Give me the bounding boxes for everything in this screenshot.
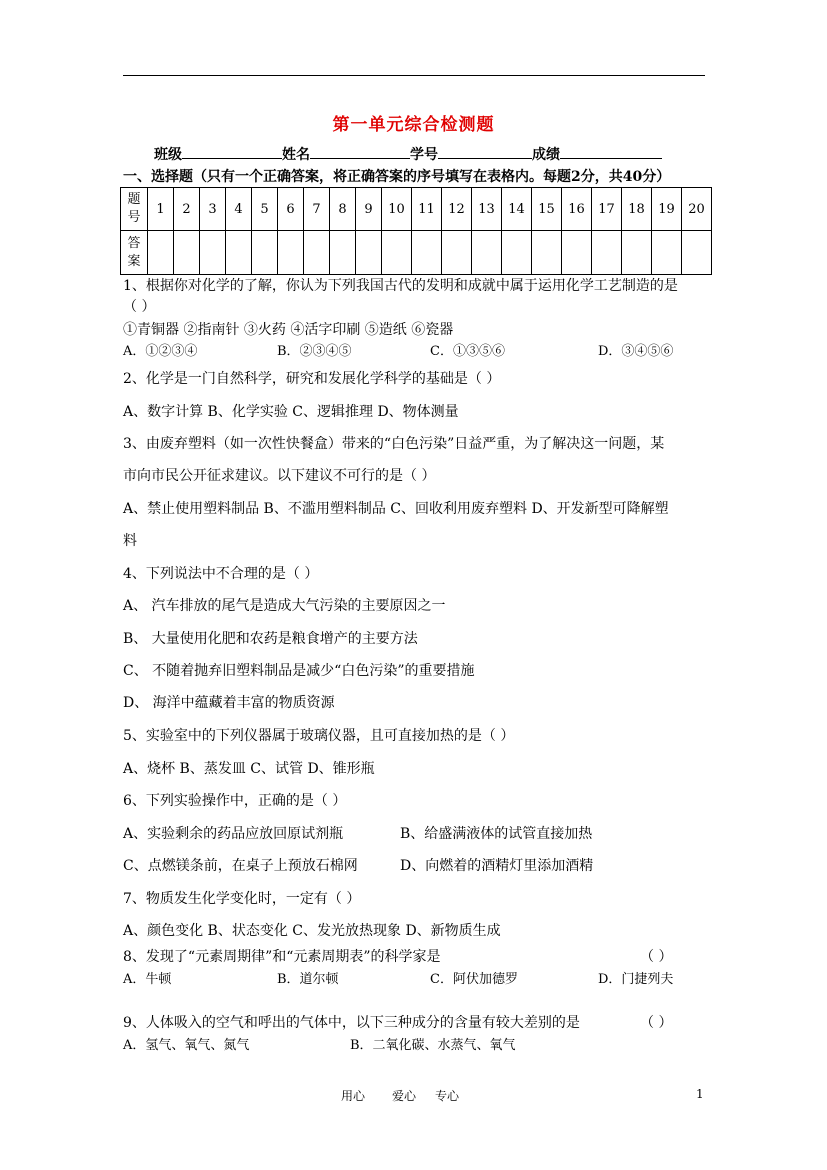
question-3-options-line1: A、禁止使用塑料制品 B、不滥用塑料制品 C、回收利用废弃塑料 D、开发新型可降解塑: [123, 501, 669, 517]
number-cell: 9: [356, 188, 382, 231]
score-label: 成绩: [532, 147, 560, 163]
number-cell: 17: [592, 188, 622, 231]
answer-cell[interactable]: [330, 231, 356, 275]
question-4-option-b: B、 大量使用化肥和农药是粮食增产的主要方法: [123, 631, 418, 647]
question-6-option-a: A、实验剩余的药品应放回原试剂瓶: [123, 826, 344, 842]
question-9-option-a: A．氢气、氧气、氮气: [123, 1038, 250, 1053]
answer-cell[interactable]: [252, 231, 278, 275]
section-heading: 一、选择题（只有一个正确答案，将正确答案的序号填写在表格内。每题2分，共40分）: [123, 169, 671, 185]
question-6-option-b: B、给盛满液体的试管直接加热: [400, 826, 593, 842]
question-2-text: 2、化学是一门自然科学，研究和发展化学科学的基础是（ ）: [123, 371, 501, 387]
question-5-options: A、烧杯 B、蒸发皿 C、试管 D、锥形瓶: [123, 761, 375, 777]
number-cell: 18: [622, 188, 652, 231]
student-info-line: [154, 144, 662, 164]
number-cell: 19: [652, 188, 682, 231]
question-4-option-c: C、 不随着抛弃旧塑料制品是减少“白色污染”的重要措施: [123, 663, 475, 679]
header-rule: [123, 75, 705, 76]
question-8-option-c: C．阿伏加德罗: [430, 972, 518, 987]
answer-cell[interactable]: [174, 231, 200, 275]
question-2-options: A、数字计算 B、化学实验 C、逻辑推理 D、物体测量: [123, 404, 459, 420]
name-blank[interactable]: [310, 144, 410, 159]
answer-cell[interactable]: [682, 231, 712, 275]
answer-cell[interactable]: [356, 231, 382, 275]
question-3-text-line2: 市向市民公开征求建议。以下建议不可行的是（ ）: [123, 468, 436, 484]
number-cell: 15: [532, 188, 562, 231]
id-label: 学号: [410, 147, 438, 163]
number-cell: 1: [148, 188, 174, 231]
number-cell: 5: [252, 188, 278, 231]
answer-cell[interactable]: [382, 231, 412, 275]
number-cell: 4: [226, 188, 252, 231]
question-1-option-b: B．②③④⑤: [277, 344, 352, 359]
number-cell: 10: [382, 188, 412, 231]
answer-cell[interactable]: [652, 231, 682, 275]
question-4-option-a: A、 汽车排放的尾气是造成大气污染的主要原因之一: [123, 598, 446, 614]
document-title: 第一单元综合检测题: [332, 115, 495, 135]
score-blank[interactable]: [560, 144, 662, 159]
answer-cell[interactable]: [226, 231, 252, 275]
number-cell: 11: [412, 188, 442, 231]
answer-cell[interactable]: [532, 231, 562, 275]
answer-cell[interactable]: [502, 231, 532, 275]
number-cell: 20: [682, 188, 712, 231]
question-8-text: 8、发现了“元素周期律”和“元素周期表”的科学家是: [123, 949, 441, 965]
question-8-bracket: （ ）: [640, 949, 673, 965]
number-cell: 8: [330, 188, 356, 231]
question-4-option-d: D、 海洋中蕴藏着丰富的物质资源: [123, 695, 335, 711]
answer-cell[interactable]: [200, 231, 226, 275]
answer-cell[interactable]: [148, 231, 174, 275]
class-blank[interactable]: [182, 144, 282, 159]
answer-cell[interactable]: [562, 231, 592, 275]
question-1-option-c: C．①③⑤⑥: [430, 344, 505, 359]
question-3-text-line1: 3、由废弃塑料（如一次性快餐盒）带来的“白色污染”日益严重，为了解决这一问题，某: [123, 436, 665, 452]
number-cell: 16: [562, 188, 592, 231]
number-cell: 7: [304, 188, 330, 231]
question-1-bracket: （ ）: [123, 299, 156, 315]
answer-cell[interactable]: [304, 231, 330, 275]
answer-row: [121, 231, 712, 275]
answer-table: [120, 187, 712, 275]
question-number-row: [121, 188, 712, 231]
answer-cell[interactable]: [622, 231, 652, 275]
answer-header-cell: 答 案: [121, 231, 148, 275]
page-number: 1: [696, 1087, 704, 1101]
question-9-text: 9、人体吸入的空气和呼出的气体中，以下三种成分的含量有较大差别的是: [123, 1015, 580, 1031]
answer-cell[interactable]: [592, 231, 622, 275]
number-cell: 3: [200, 188, 226, 231]
question-6-option-d: D、向燃着的酒精灯里添加酒精: [400, 858, 594, 874]
number-cell: 12: [442, 188, 472, 231]
question-9-bracket: （ ）: [640, 1015, 673, 1031]
question-9-option-b: B．二氧化碳、水蒸气、氧气: [350, 1038, 516, 1053]
question-6-option-c: C、点燃镁条前，在桌子上预放石棉网: [123, 858, 358, 874]
number-cell: 13: [472, 188, 502, 231]
number-header-cell: 题 号: [121, 188, 148, 231]
question-1-option-a: A．①②③④: [123, 344, 198, 359]
question-8-option-a: A．牛顿: [123, 972, 172, 987]
question-7-options: A、颜色变化 B、状态变化 C、发光放热现象 D、新物质生成: [123, 923, 501, 939]
answer-cell[interactable]: [472, 231, 502, 275]
question-1-option-d: D．③④⑤⑥: [598, 344, 674, 359]
footer-motto-3: 专心: [435, 1089, 460, 1103]
footer-motto-2: 爱心: [392, 1089, 417, 1103]
question-6-text: 6、下列实验操作中，正确的是（ ）: [123, 793, 347, 809]
answer-cell[interactable]: [278, 231, 304, 275]
footer-motto-1: 用心: [341, 1089, 366, 1103]
id-blank[interactable]: [438, 144, 532, 159]
class-label: 班级: [154, 147, 182, 163]
question-4-text: 4、下列说法中不合理的是（ ）: [123, 566, 319, 582]
number-cell: 2: [174, 188, 200, 231]
question-1-text: 1、根据你对化学的了解，你认为下列我国古代的发明和成就中属于运用化学工艺制造的是: [123, 278, 678, 294]
number-cell: 14: [502, 188, 532, 231]
question-8-option-d: D．门捷列夫: [598, 972, 674, 987]
question-3-options-line2: 料: [123, 533, 137, 549]
name-label: 姓名: [282, 147, 310, 163]
number-cell: 6: [278, 188, 304, 231]
question-1-items: ①青铜器 ②指南针 ③火药 ④活字印刷 ⑤造纸 ⑥瓷器: [123, 322, 454, 338]
question-8-option-b: B．道尔顿: [277, 972, 339, 987]
answer-cell[interactable]: [412, 231, 442, 275]
question-7-text: 7、物质发生化学变化时，一定有（ ）: [123, 891, 361, 907]
question-5-text: 5、实验室中的下列仪器属于玻璃仪器，且可直接加热的是（ ）: [123, 728, 515, 744]
answer-cell[interactable]: [442, 231, 472, 275]
